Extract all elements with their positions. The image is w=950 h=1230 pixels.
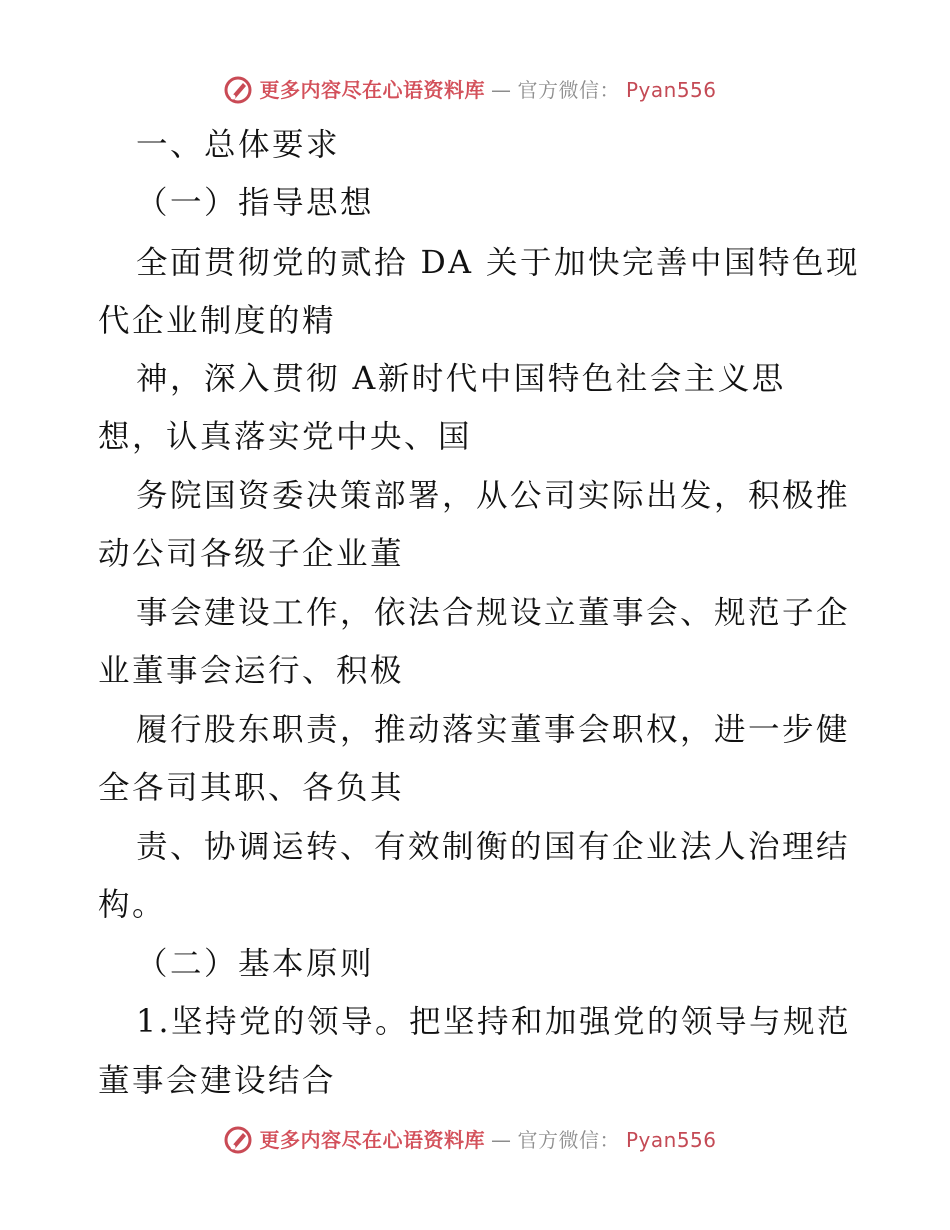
watermark-group	[223, 75, 716, 105]
pen-logo-icon	[223, 1125, 253, 1155]
header-watermark	[0, 70, 950, 110]
pen-logo-icon	[223, 75, 253, 105]
watermark-brand: 更多内容尽在心语资料库	[259, 78, 485, 102]
paragraph-line: 董事会建设结合	[98, 1063, 337, 1099]
watermark-account: Pyan556	[625, 1128, 717, 1152]
paragraph-line: 1.坚持党的领导。把坚持和加强党的领导与规范	[136, 1004, 852, 1040]
watermark-dash: —	[490, 1128, 512, 1152]
paragraph-line: 责、协调运转、有效制衡的国有企业法人治理结	[136, 829, 851, 865]
paragraph-line: 全面贯彻党的贰拾 DA 关于加快完善中国特色现	[136, 245, 861, 281]
watermark-dash: —	[490, 78, 512, 102]
paragraph-line: 全各司其职、各负其	[98, 770, 405, 806]
watermark-brand: 更多内容尽在心语资料库	[259, 1128, 485, 1152]
paragraph-line: 神，深入贯彻 A新时代中国特色社会主义思	[136, 361, 786, 397]
paragraph-line: 业董事会运行、积极	[98, 653, 405, 689]
watermark-label: 官方微信：	[517, 1128, 620, 1152]
section-heading: 一、总体要求	[136, 127, 341, 163]
paragraph-line: 构。	[98, 887, 167, 923]
paragraph-line: 务院国资委决策部署，从公司实际出发，积极推	[136, 478, 851, 514]
subsection-heading: （一）指导思想	[136, 185, 375, 221]
paragraph-line: 代企业制度的精	[98, 303, 337, 339]
watermark-label: 官方微信：	[517, 78, 620, 102]
paragraph-line: 事会建设工作，依法合规设立董事会、规范子企	[136, 595, 851, 631]
paragraph-line: 想，认真落实党中央、国	[98, 419, 473, 455]
watermark-account: Pyan556	[625, 78, 717, 102]
paragraph-line: 动公司各级子企业董	[98, 536, 405, 572]
subsection-heading: （二）基本原则	[136, 946, 375, 982]
paragraph-line: 履行股东职责，推动落实董事会职权，进一步健	[136, 712, 851, 748]
footer-watermark	[0, 1120, 950, 1160]
watermark-group	[223, 1125, 716, 1155]
